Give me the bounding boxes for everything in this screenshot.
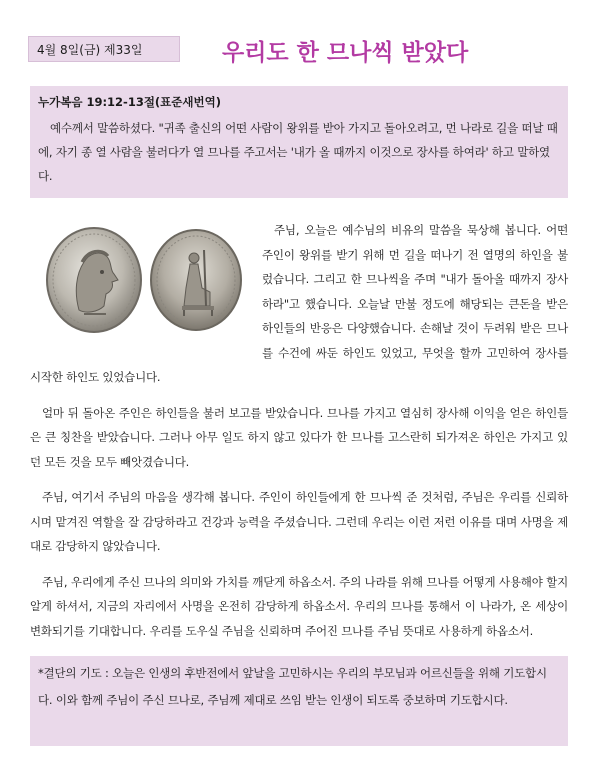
page-title: 우리도 한 므나씩 받았다 [222,40,469,66]
date-label: 4월 8일(금) 제33일 [28,36,180,62]
prayer-text: *결단의 기도 : 오늘은 인생의 후반전에서 앞날을 고민하시는 우리의 부모님과 어르신들을 위해 기도합시다. 이와 함께 주님이 주신 므나로, 주님께 제대로 쓰임 받는 인생이 되도록 중보하며 기도합시다. [38,666,547,707]
meditation-paragraph: 주님, 오늘은 예수님의 비유의 말씀을 묵상해 봅니다. 어떤 주인이 왕위를 받기 위해 먼 길을 떠나기 전 열명의 하인을 불렀습니다. 그리고 한 므나씩을 주며 "내가 돌아올 때까지 장사하라"고 했습니다. 오늘날 만불 정도에 해당되는 큰돈을 받은 하인들의 반응은 다양했습니다. 손해날 것이 두려워 받은 므나를 수건에 싸둔 하인도 있었고, 무엇을 할까 고민하여 장사를 시작한 하인도 있었습니다. [30,223,568,384]
meditation-paragraph: 주님, 여기서 주님의 마음을 생각해 봅니다. 주인이 하인들에게 한 므나씩 준 것처럼, 주님은 우리를 신뢰하시며 맡겨진 역할을 잘 감당하라고 건강과 능력을 주셨습니다. 그런데 우리는 이런 저런 이유를 대며 사명을 제대로 감당하지 않았습니다. [30,490,568,553]
scripture-text: 예수께서 말씀하셨다. "귀족 출신의 어떤 사람이 왕위를 받아 가지고 돌아오려고, 먼 나라로 길을 떠날 때에, 자기 종 열 사람을 불러다가 열 므나를 주고서는 '내가 올 때까지 이것으로 장사를 하여라' 하고 말하였다. [38,121,558,183]
meditation-body [30,218,568,643]
scripture-reference: 누가복음 19:12-13절(표준새번역) [38,95,221,109]
scripture-box [30,86,568,198]
meditation-paragraph: 얼마 뒤 돌아온 주인은 하인들을 불러 보고를 받았습니다. 므나를 가지고 열심히 장사해 이익을 얻은 하인들은 큰 칭찬을 받았습니다. 그러나 아무 일도 하지 않고 있다가 한 므나를 고스란히 되가져온 하인은 가지고 있던 모든 것을 모두 빼앗겼습니다. [30,405,568,469]
prayer-box [30,656,568,746]
image-wrap-spacer [30,218,262,362]
meditation-paragraph: 주님, 우리에게 주신 므나의 의미와 가치를 깨닫게 하옵소서. 주의 나라를 위해 므나를 어떻게 사용해야 할지 알게 하셔서, 지금의 자리에서 사명을 온전히 감당하게 하옵소서. 우리의 므나를 통해서 이 나라가, 온 세상이 변화되기를 기대합니다. 우리를 도우실 주님을 신뢰하며 주어진 므나를 주님 뜻대로 사용하게 하옵소서. [30,574,568,638]
